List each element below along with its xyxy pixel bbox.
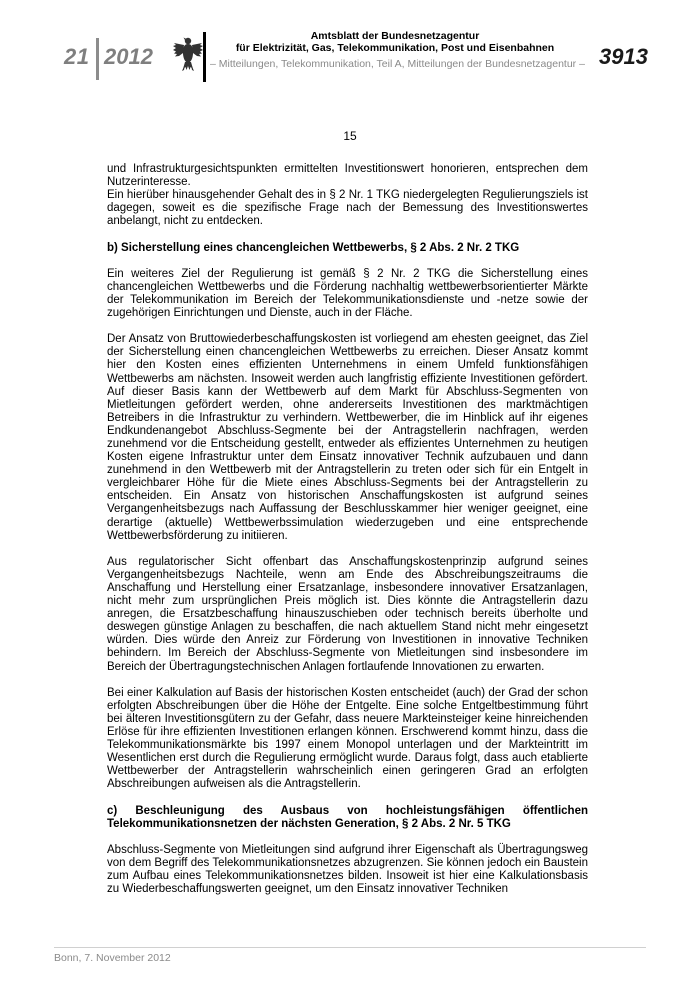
gazette-title-line-1: Amtsblatt der Bundesnetzagentur: [310, 30, 480, 42]
document-body: [107, 163, 588, 909]
document-page-label: 15: [343, 129, 357, 143]
paragraph: Ein weiteres Ziel der Regulierung ist gemäß § 2 Nr. 2 TKG die Sicherstellung eines chancengleichen Wettbewerbs und die Förderung nachhaltig wettbewerbsorientierter Märkte der Telekommunikation im Bereich der Telekommunikationsdienste und -netze sowie der zugehörigen Einrichtungen und Dienste, auch in der Fläche.: [107, 267, 588, 320]
paragraph: Abschluss-Segmente von Mietleitungen sind aufgrund ihrer Eigenschaft als Übertragungsweg von dem Begriff des Telekommunikationsnetzes abzugrenzen. Sie können jedoch ein Baustein zum Aufbau eines Telekommunikationsnetzes bilden. Insoweit ist hier eine Kalkulationsbasis zu Wiederbeschaffungswerten geeignet, um den Einsatz innovativer Techniken: [107, 843, 588, 896]
section-heading-c: c) Beschleunigung des Ausbaus von hochleistungsfähigen öffentlichen Telekommunikationsnetzen der nächsten Generation, § 2 Abs. 2 Nr. 5 TKG: [107, 804, 588, 830]
issue-year: 2012: [104, 44, 153, 69]
header-divider-right: [203, 32, 206, 82]
footer-date: Bonn, 7. November 2012: [54, 952, 171, 964]
paragraph: und Infrastrukturgesichtspunkten ermittelten Investitionswert honorieren, entsprechen dem Nutzerinteresse.: [107, 163, 588, 189]
paragraph: Ein hierüber hinausgehender Gehalt des in § 2 Nr. 1 TKG niedergelegten Regulierungsziels ist dagegen, soweit es die spezifische Frage nach der Bemessung des Investitionswertes anbelangt, nicht zu entdecken.: [107, 189, 588, 228]
paragraph: Bei einer Kalkulation auf Basis der historischen Kosten entscheidet (auch) der Grad der schon erfolgten Abschreibungen über die Höhe der Entgelte. Eine solche Entgeltbestimmung führt bei älteren Investitionsgütern zu der Gefahr, dass neuere Markteinsteiger keine hinreichenden Erlöse für ihre effizienten Investitionen erlangen können. Erschwerend kommt hinzu, dass die Telekommunikationsmärkte bis 1997 einem Monopol unterlagen und der Markteintritt im Wesentlichen erst durch die Regulierung ermöglicht wurde. Daraus folgt, dass auch etablierte Wettbewerber der Antragstellerin wahrscheinlich einen geringeren Grad an erfolgten Abschreibungen aufweisen als die Antragstellerin.: [107, 686, 588, 791]
gazette-title-line-2: für Elektrizität, Gas, Telekommunikation, Post und Eisenbahnen: [235, 42, 555, 54]
paragraph: Aus regulatorischer Sicht offenbart das Anschaffungskostenprinzip aufgrund seines Vergangenheitsbezugs Nachteile, wenn am Ende des Abschreibungszeitraums die Anschaffung und Herstellung einer Ersatzanlage, insbesondere innovativer Ersatzanlagen, nicht mehr zum ursprünglichen Preis möglich ist. Dies könnte die Antragstellerin dazu anregen, die Ersatzbeschaffung hinauszuschieben oder technisch bereits überholte und deswegen günstige Anlagen zu beschaffen, die nach aktuellem Stand nicht mehr eingesetzt würden. Dies würde den Anreiz zur Förderung von Investitionen in innovative Techniken behindern. Im Bereich der Abschluss-Segmente von Mietleitungen sind insbesondere im Bereich der Übertragungstechnischen Anlagen fortlaufende Innovationen zu erwarten.: [107, 555, 588, 673]
gazette-page-number: 3913: [599, 44, 648, 69]
paragraph: Der Ansatz von Bruttowiederbeschaffungskosten ist vorliegend am ehesten geeignet, das Ziel der Sicherstellung einen chancengleichen Wettbewerbs zu erreichen. Dieser Ansatz kommt hier den Kosten eines effizienten Unternehmens in einem Umfeld funktionsfähigen Wettbewerbs am nächsten. Insoweit werden auch langfristig effiziente Investitionen gefördert. Auf dieser Basis kann der Wettbewerb auf dem Markt für Abschluss-Segmenten von Mietleitungen gefördert werden, ohne andererseits Investitionen des marktmächtigen Betreibers in die Infrastruktur zu verhindern. Wettbewerber, die im Hinblick auf ihr eigenes Endkundenangebot Abschluss-Segmente bei der Antragstellerin nachfragen, werden zunehmend vor die Entscheidung gestellt, entweder als effizientes Unternehmen zu heutigen Kosten eigene Infrastruktur unter dem Einsatz innovativer Technik aufzubauen und dann zunehmend in den Wettbewerb mit der Antragstellerin zu treten oder sich für ein Entgelt in vergleichbarer Höhe für die Miete eines Abschluss-Segments bei der Antragstellerin zu entscheiden. Ein Ansatz von historischen Anschaffungskosten ist aufgrund seines Vergangenheitsbezugs nach Auffassung der Beschlusskammer hier weniger geeignet, eine derartige (aktuelle) Wettbewerbssimulation wiederzugeben und eine entsprechende Wettbewerbsförderung zu initiieren.: [107, 333, 588, 542]
section-heading-b: b) Sicherstellung eines chancengleichen Wettbewerbs, § 2 Abs. 2 Nr. 2 TKG: [107, 241, 520, 254]
gazette-subtitle: – Mitteilungen, Telekommunikation, Teil A, Mitteilungen der Bundesnetzagentur –: [210, 58, 585, 70]
issue-number: 21: [64, 44, 90, 69]
federal-eagle-icon: [172, 33, 204, 75]
footer-divider: [54, 947, 646, 948]
header-divider-left: [96, 38, 99, 80]
gazette-title: [210, 30, 580, 54]
